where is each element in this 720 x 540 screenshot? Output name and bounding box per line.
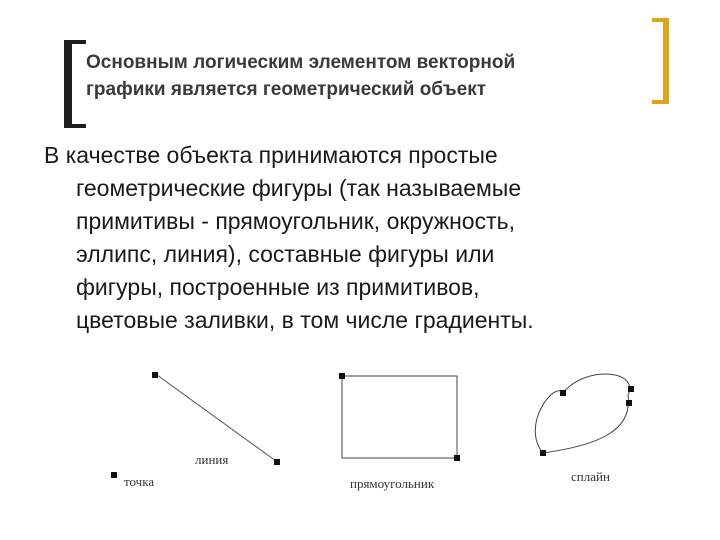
rectangle-figure — [339, 373, 460, 491]
rectangle-top-left-handle — [339, 373, 345, 379]
line-start-handle — [152, 372, 158, 378]
rectangle-label: прямоугольник — [350, 476, 435, 491]
body-line: эллипс, линия), составные фигуры или — [76, 241, 495, 267]
spline-handle — [560, 390, 566, 396]
slide-title-line: графики является геометрический объект — [86, 79, 487, 100]
spline-handle — [540, 450, 546, 456]
slide-title-line: Основным логическим элементом векторной — [86, 52, 516, 73]
line-end-handle — [274, 459, 280, 465]
line-segment — [157, 375, 276, 461]
spline-label: сплайн — [571, 469, 610, 484]
spline-figure — [535, 374, 634, 484]
spline-handle — [628, 386, 634, 392]
body-line: геометрические фигуры (так называемые — [76, 175, 522, 201]
line-label: линия — [195, 452, 229, 467]
rectangle-bottom-right-handle — [454, 455, 460, 461]
line-figure — [152, 372, 280, 467]
spline-handle — [626, 400, 632, 406]
point-marker — [111, 472, 117, 478]
body-line: цветовые заливки, в том числе градиенты. — [76, 307, 534, 333]
point-label: точка — [124, 474, 155, 489]
body-line: фигуры, построенные из примитивов, — [76, 274, 480, 300]
point-figure — [111, 472, 154, 489]
body-line: В качестве объекта принимаются простые — [44, 142, 498, 168]
spline-curve — [535, 374, 629, 453]
rectangle-outline — [342, 376, 457, 458]
body-line: примитивы - прямоугольник, окружность, — [76, 208, 516, 234]
